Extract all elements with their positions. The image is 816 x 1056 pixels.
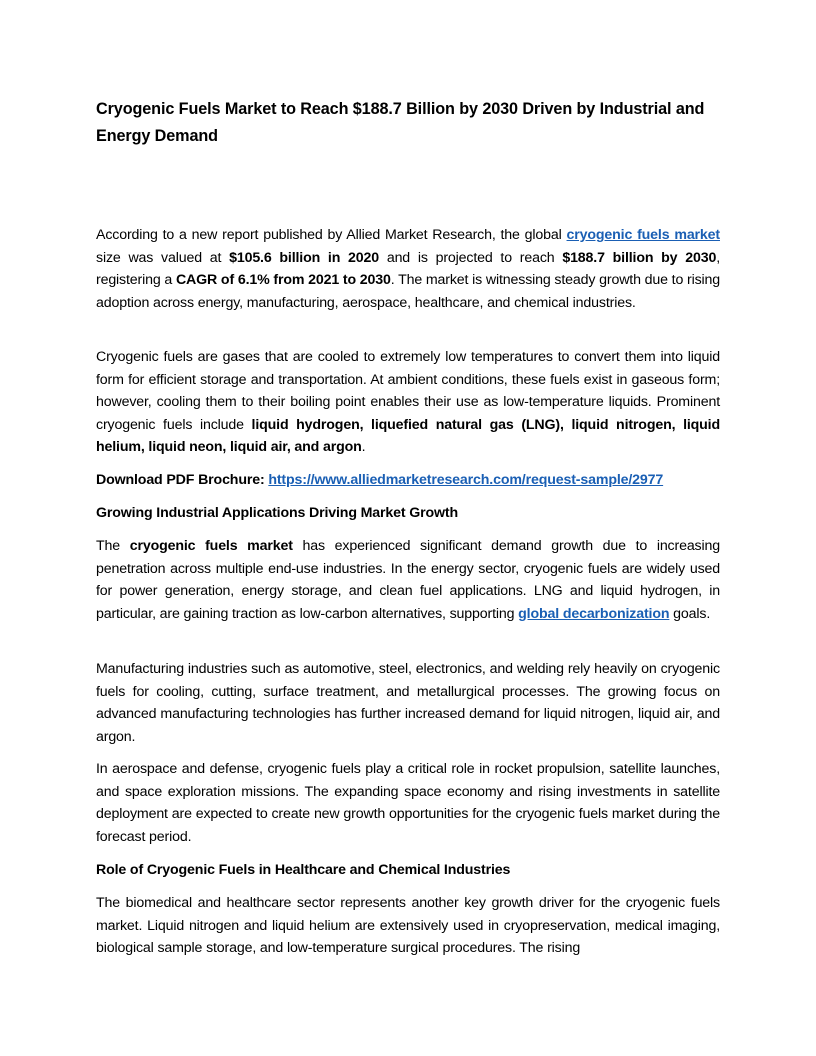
paragraph-aerospace: In aerospace and defense, cryogenic fuels play a critical role in rocket propulsion, satellite launches, and space exploration missions. The expanding space economy and rising investments in satellite deployment are expected to create new growth opportunities for the cryogenic fuels market during the forecast period. — [96, 761, 720, 845]
text: , registering a — [96, 249, 720, 289]
paragraph-definition — [96, 346, 720, 459]
text: size was valued at — [96, 249, 230, 266]
text: has experienced significant demand growth due to increasing penetration across multiple end-use industries. In the energy sector, cryogenic fuels are widely used for power generation, energy storage, and clean fuel applications. LNG and liquid hydrogen, in particular, are gaining traction as low-carbon alternatives, supporting — [96, 538, 720, 622]
text: and is projected to reach — [379, 249, 563, 266]
text: . The market is witnessing steady growth due to rising adoption across energy, manufacturing, aerospace, healthcare, and chemical industries. — [96, 272, 720, 311]
bold-term: cryogenic fuels market — [129, 538, 293, 554]
section-heading-industrial: Growing Industrial Applications Driving Market Growth — [96, 505, 459, 521]
cagr-text: CAGR of 6.1% from 2021 to 2030 — [175, 272, 391, 289]
market-value-2020: $105.6 billion in 2020 — [229, 249, 380, 266]
market-value-2030: $188.7 billion by 2030 — [562, 249, 717, 266]
global-decarbonization-link[interactable]: global decarbonization — [518, 605, 670, 622]
paragraph-healthcare: The biomedical and healthcare sector represents another key growth driver for the cryogenic fuels market. Liquid nitrogen and liquid helium are extensively used in cryopreservation, medical imaging, biological sample storage, and low-temperature surgical procedures. The rising — [96, 895, 720, 957]
paragraph-manufacturing: Manufacturing industries such as automotive, steel, electronics, and welding rely heavily on cryogenic fuels for cooling, cutting, surface treatment, and metallurgical processes. The growing focus on advanced manufacturing technologies has further increased demand for liquid nitrogen, liquid air, and argon. — [96, 661, 720, 745]
text: The — [96, 538, 130, 554]
download-label: Download PDF Brochure: — [96, 472, 269, 488]
text: . — [361, 439, 366, 456]
section-heading-healthcare: Role of Cryogenic Fuels in Healthcare and Chemical Industries — [96, 862, 511, 878]
fuel-list: liquid hydrogen, liquefied natural gas (LNG), liquid nitrogen, liquid helium, liquid neon, liquid air, and argon — [96, 416, 720, 456]
download-line — [96, 469, 720, 492]
paragraph-intro — [96, 224, 720, 314]
paragraph-energy — [96, 535, 720, 625]
text: Cryogenic fuels are gases that are cooled to extremely low temperatures to convert them into liquid form for efficient storage and transportation. At ambient conditions, these fuels exist in gaseous form; however, cooling them to their boiling point enables their use as low-temperature liquids. Prominent cryogenic fuels include — [96, 349, 720, 433]
brochure-link[interactable]: https://www.alliedmarketresearch.com/request-sample/2977 — [268, 472, 664, 488]
document-title: Cryogenic Fuels Market to Reach $188.7 Billion by 2030 Driven by Industrial and Energy Demand — [96, 100, 705, 145]
cryogenic-fuels-market-link[interactable]: cryogenic fuels market — [566, 227, 720, 243]
text: According to a new report published by Allied Market Research, the global — [96, 227, 567, 243]
text: goals. — [669, 605, 711, 622]
